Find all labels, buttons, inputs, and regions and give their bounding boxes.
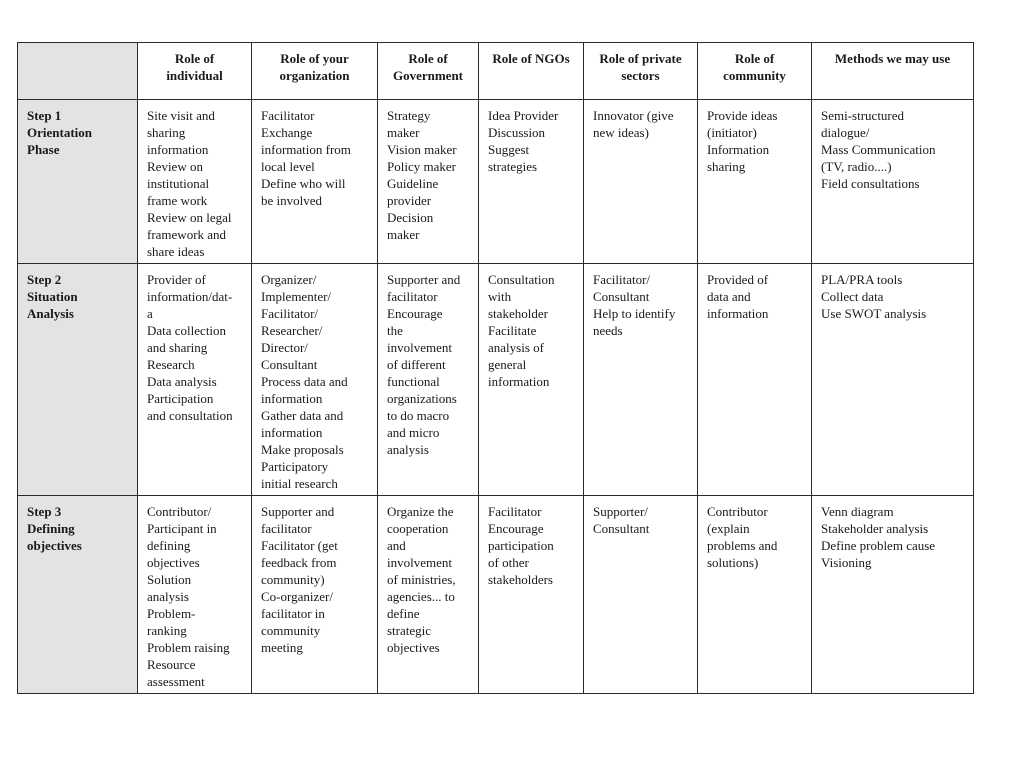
cell-ngos [479, 496, 584, 694]
cell-text-line: to do macro [387, 408, 450, 423]
cell-text-line: solutions) [707, 555, 759, 570]
cell-text-line: Venn diagram [821, 504, 894, 519]
cell-text-line: initial research [261, 476, 338, 491]
table-row [18, 100, 974, 264]
cell-text-line: Visioning [821, 555, 872, 570]
cell-text-line: stakeholder [488, 306, 548, 321]
cell-text-line: Decision [387, 210, 434, 225]
cell-text-line: Help to identify [593, 306, 676, 321]
cell-text-line: Contributor [707, 504, 768, 519]
cell-text-line: agencies... to [387, 589, 455, 604]
cell-text-line: a [147, 306, 153, 321]
cell-text-line: sharing [707, 159, 746, 174]
cell-text-line: data and [707, 289, 751, 304]
cell-text-line: Facilitator [488, 504, 542, 519]
cell-text-line: and micro [387, 425, 440, 440]
cell-text-line: analysis of [488, 340, 544, 355]
cell-text-line: information/dat- [147, 289, 233, 304]
cell-text-line: Contributor/ [147, 504, 212, 519]
cell-community [698, 100, 812, 264]
cell-text-line: framework and [147, 227, 227, 242]
cell-text-line: dialogue/ [821, 125, 870, 140]
cell-text-line: community) [261, 572, 325, 587]
cell-text-line: Data collection [147, 323, 227, 338]
cell-text-line: Innovator (give [593, 108, 674, 123]
cell-text-line: strategies [488, 159, 538, 174]
header-role-of-individual: Role of individual [138, 43, 252, 100]
step-label-line: Situation [27, 289, 78, 304]
cell-text-line: problems and [707, 538, 778, 553]
cell-text-line: general [488, 357, 527, 372]
cell-text-line: Site visit and [147, 108, 215, 123]
cell-text-line: Discussion [488, 125, 546, 140]
step-label-cell [18, 100, 138, 264]
cell-text-line: Information [707, 142, 770, 157]
cell-text-line: Encourage [488, 521, 544, 536]
cell-text-line: facilitator [387, 289, 438, 304]
cell-text-line: assessment [147, 674, 205, 689]
cell-text-line: Define problem cause [821, 538, 936, 553]
cell-text-line: Field consultations [821, 176, 920, 191]
cell-community [698, 496, 812, 694]
cell-text-line: Facilitator/ [261, 306, 319, 321]
cell-text-line: Provider of [147, 272, 206, 287]
cell-methods [812, 496, 974, 694]
step-label-line: Defining [27, 521, 75, 536]
cell-text-line: Participant in [147, 521, 217, 536]
cell-text-line: Supporter/ [593, 504, 648, 519]
cell-text-line: Resource [147, 657, 196, 672]
cell-text-line: Supporter and [261, 504, 335, 519]
cell-your-organization [252, 100, 378, 264]
cell-text-line: stakeholders [488, 572, 553, 587]
cell-text-line: Implementer/ [261, 289, 332, 304]
step-label-line: Step 3 [27, 504, 62, 519]
header-role-of-ngos: Role of NGOs [479, 43, 584, 100]
cell-text-line: and [387, 538, 406, 553]
cell-text-line: feedback from [261, 555, 337, 570]
step-label-cell [18, 264, 138, 496]
cell-text-line: objectives [147, 555, 200, 570]
cell-text-line: (TV, radio....) [821, 159, 892, 174]
cell-text-line: functional [387, 374, 440, 389]
cell-text-line: information [707, 306, 769, 321]
cell-text-line: Review on legal [147, 210, 232, 225]
cell-text-line: Suggest [488, 142, 530, 157]
cell-methods [812, 100, 974, 264]
cell-text-line: analysis [387, 442, 429, 457]
cell-text-line: defining [147, 538, 191, 553]
step-label-line: Step 1 [27, 108, 62, 123]
cell-text-line: Facilitator [261, 108, 315, 123]
cell-text-line: information from [261, 142, 351, 157]
cell-text-line: local level [261, 159, 315, 174]
cell-private-sectors [584, 264, 698, 496]
cell-text-line: Co-organizer/ [261, 589, 333, 604]
cell-text-line: Supporter and [387, 272, 461, 287]
cell-text-line: new ideas) [593, 125, 649, 140]
cell-text-line: Director/ [261, 340, 308, 355]
cell-text-line: Guideline [387, 176, 439, 191]
cell-text-line: the [387, 323, 403, 338]
cell-government [378, 264, 479, 496]
cell-your-organization [252, 264, 378, 496]
step-label-line: Orientation [27, 125, 92, 140]
cell-text-line: Use SWOT analysis [821, 306, 927, 321]
cell-text-line: Review on [147, 159, 203, 174]
cell-text-line: Idea Provider [488, 108, 559, 123]
cell-individual [138, 496, 252, 694]
cell-government [378, 100, 479, 264]
cell-text-line: needs [593, 323, 623, 338]
cell-text-line: Participatory [261, 459, 329, 474]
cell-text-line: maker [387, 125, 420, 140]
cell-text-line: Facilitator (get [261, 538, 338, 553]
cell-text-line: Facilitate [488, 323, 537, 338]
cell-text-line: (explain [707, 521, 750, 536]
cell-text-line: meeting [261, 640, 303, 655]
cell-text-line: and sharing [147, 340, 208, 355]
table-row [18, 496, 974, 694]
cell-text-line: provider [387, 193, 432, 208]
cell-text-line: involvement [387, 555, 452, 570]
cell-text-line: Make proposals [261, 442, 344, 457]
cell-text-line: objectives [387, 640, 440, 655]
cell-individual [138, 264, 252, 496]
cell-text-line: information [147, 142, 209, 157]
cell-text-line: Solution [147, 572, 192, 587]
cell-text-line: Problem- [147, 606, 196, 621]
cell-text-line: PLA/PRA tools [821, 272, 903, 287]
cell-text-line: and consultation [147, 408, 233, 423]
stakeholder-roles-table [17, 42, 974, 694]
cell-text-line: institutional [147, 176, 210, 191]
cell-text-line: Consultant [593, 289, 650, 304]
cell-text-line: with [488, 289, 512, 304]
cell-text-line: Consultant [261, 357, 318, 372]
cell-text-line: Stakeholder analysis [821, 521, 929, 536]
header-role-of-your-organization: Role of your organization [252, 43, 378, 100]
cell-text-line: sharing [147, 125, 186, 140]
cell-text-line: of different [387, 357, 446, 372]
header-role-of-government: Role of Government [378, 43, 479, 100]
cell-text-line: of ministries, [387, 572, 456, 587]
cell-text-line: facilitator [261, 521, 312, 536]
cell-text-line: Provide ideas [707, 108, 778, 123]
cell-text-line: Organizer/ [261, 272, 317, 287]
cell-text-line: facilitator in [261, 606, 325, 621]
table-row [18, 264, 974, 496]
cell-text-line: Consultation [488, 272, 555, 287]
cell-text-line: involvement [387, 340, 452, 355]
cell-text-line: participation [488, 538, 554, 553]
cell-text-line: Encourage [387, 306, 443, 321]
cell-text-line: Participation [147, 391, 214, 406]
step-label-cell [18, 496, 138, 694]
header-corner-cell [18, 43, 138, 100]
cell-ngos [479, 100, 584, 264]
cell-text-line: Facilitator/ [593, 272, 651, 287]
cell-text-line: organizations [387, 391, 457, 406]
step-label-line: objectives [27, 538, 82, 553]
cell-text-line: information [488, 374, 550, 389]
cell-text-line: Problem raising [147, 640, 230, 655]
cell-text-line: Consultant [593, 521, 650, 536]
cell-text-line: frame work [147, 193, 208, 208]
cell-text-line: Organize the [387, 504, 454, 519]
cell-text-line: (initiator) [707, 125, 757, 140]
cell-text-line: Research [147, 357, 195, 372]
cell-text-line: Strategy [387, 108, 431, 123]
cell-text-line: ranking [147, 623, 187, 638]
cell-individual [138, 100, 252, 264]
cell-text-line: share ideas [147, 244, 205, 259]
cell-text-line: Process data and [261, 374, 348, 389]
cell-community [698, 264, 812, 496]
cell-text-line: define [387, 606, 420, 621]
cell-private-sectors [584, 100, 698, 264]
header-role-of-private-sectors: Role of private sectors [584, 43, 698, 100]
cell-government [378, 496, 479, 694]
cell-text-line: Exchange [261, 125, 313, 140]
cell-text-line: be involved [261, 193, 323, 208]
table-body [18, 100, 974, 694]
cell-text-line: Semi-structured [821, 108, 905, 123]
cell-text-line: information [261, 425, 323, 440]
cell-text-line: Collect data [821, 289, 884, 304]
cell-text-line: community [261, 623, 321, 638]
cell-private-sectors [584, 496, 698, 694]
cell-text-line: Mass Communication [821, 142, 936, 157]
cell-text-line: Gather data and [261, 408, 344, 423]
cell-text-line: maker [387, 227, 420, 242]
cell-text-line: Researcher/ [261, 323, 323, 338]
cell-text-line: Define who will [261, 176, 346, 191]
cell-text-line: Provided of [707, 272, 769, 287]
cell-ngos [479, 264, 584, 496]
cell-text-line: of other [488, 555, 529, 570]
step-label-line: Step 2 [27, 272, 62, 287]
cell-text-line: Vision maker [387, 142, 457, 157]
cell-text-line: information [261, 391, 323, 406]
header-role-of-community: Role of community [698, 43, 812, 100]
header-methods-we-may-use: Methods we may use [812, 43, 974, 100]
cell-text-line: Policy maker [387, 159, 456, 174]
cell-text-line: cooperation [387, 521, 449, 536]
cell-text-line: strategic [387, 623, 432, 638]
step-label-line: Analysis [27, 306, 74, 321]
header-row [18, 43, 974, 100]
cell-your-organization [252, 496, 378, 694]
cell-text-line: Data analysis [147, 374, 217, 389]
cell-methods [812, 264, 974, 496]
step-label-line: Phase [27, 142, 60, 157]
cell-text-line: analysis [147, 589, 189, 604]
